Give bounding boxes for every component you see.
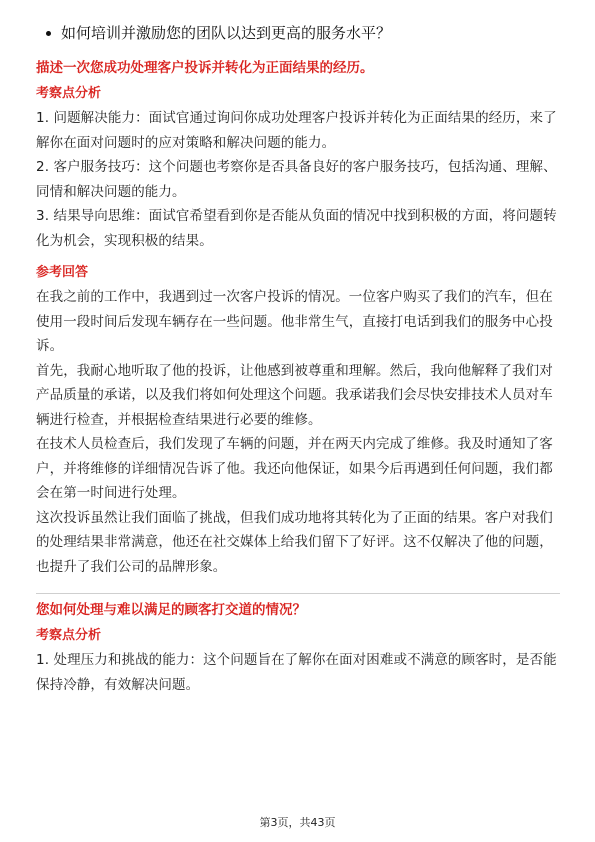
bullet-question bbox=[46, 22, 560, 44]
document-page bbox=[36, 22, 560, 697]
q1-analysis-label: 考察点分析 bbox=[36, 86, 102, 101]
question-2-title: 您如何处理与难以满足的顾客打交道的情况？ bbox=[36, 602, 306, 618]
q1-answer-3: 在技术人员检查后，我们发现了车辆的问题，并在两天内完成了维修。我及时通知了客户，并将维修的详细情况告诉了他。我还向他保证，如果今后再遇到任何问题，我们都会在第一时间进行处理。 bbox=[36, 436, 553, 501]
q2-analysis-label: 考察点分析 bbox=[36, 628, 102, 643]
bullet-icon bbox=[46, 31, 51, 36]
q1-answer-1: 在我之前的工作中，我遇到过一次客户投诉的情况。一位客户购买了我们的汽车，但在使用一段时间后发现车辆存在一些问题。他非常生气，直接打电话到我们的服务中心投诉。 bbox=[36, 289, 553, 354]
section-divider bbox=[36, 593, 560, 594]
q2-analysis-1: 1. 处理压力和挑战的能力：这个问题旨在了解你在面对困难或不满意的顾客时，是否能保持冷静，有效解决问题。 bbox=[36, 652, 557, 693]
q1-answer-4: 这次投诉虽然让我们面临了挑战，但我们成功地将其转化为了正面的结果。客户对我们的处理结果非常满意，他还在社交媒体上给我们留下了好评。这不仅解决了他的问题，也提升了我们公司的品牌形象。 bbox=[36, 509, 553, 575]
q1-answer-2: 首先，我耐心地听取了他的投诉，让他感到被尊重和理解。然后，我向他解释了我们对产品质量的承诺，以及我们将如何处理这个问题。我承诺我们会尽快安排技术人员对车辆进行检查，并根据检查结果进行必要的维修。 bbox=[36, 362, 553, 428]
question-1-title: 描述一次您成功处理客户投诉并转化为正面结果的经历。 bbox=[36, 60, 374, 76]
q1-answer-label: 参考回答 bbox=[36, 265, 89, 280]
q1-analysis-3: 3. 结果导向思维：面试官希望看到你是否能从负面的情况中找到积极的方面，将问题转化为机会，实现积极的结果。 bbox=[36, 208, 557, 249]
q1-analysis-2: 2. 客户服务技巧：这个问题也考察你是否具备良好的客户服务技巧，包括沟通、理解、同情和解决问题的能力。 bbox=[36, 159, 557, 200]
page-number-footer: 第3页，共43页 bbox=[259, 816, 336, 829]
bullet-question-text: 如何培训并激励您的团队以达到更高的服务水平？ bbox=[61, 24, 392, 42]
q1-analysis-1: 1. 问题解决能力：面试官通过询问你成功处理客户投诉并转化为正面结果的经历，来了解你在面对问题时的应对策略和解决问题的能力。 bbox=[36, 110, 557, 151]
